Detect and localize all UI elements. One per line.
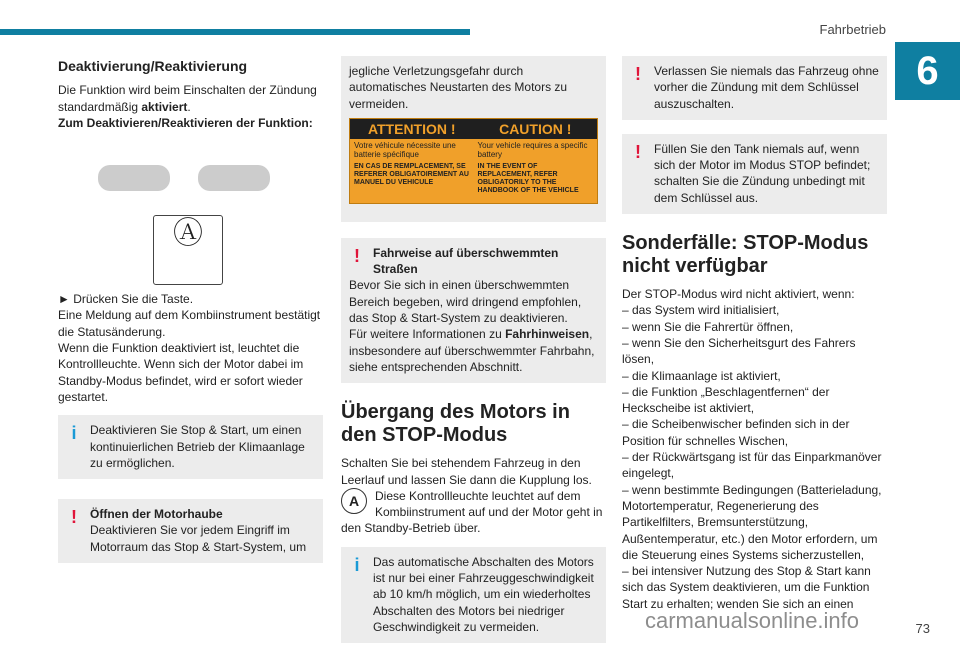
list-item: – der Rückwärtsgang ist für das Einparkmanöver eingelegt, <box>622 450 882 481</box>
stop-mode-indicator-icon: A <box>341 488 367 514</box>
info-icon: i <box>354 554 360 575</box>
info-box: i Deaktivieren Sie Stop & Start, um einen kontinuierlichen Betrieb der Klimaanlage zu ermöglichen. <box>58 415 323 479</box>
heading-stop-mode: Übergang des Motors in den STOP-Modus <box>341 401 570 447</box>
warning-box: ! Füllen Sie den Tank niemals auf, wenn sich der Motor im Modus STOP befindet; schalten Sie die Zündung unbedingt mit dem Schlüssel aus. <box>622 134 887 214</box>
list-item: – das System wird initialisiert, <box>622 303 780 318</box>
list-item: – bei intensiver Nutzung des Stop & Start kann sich das System deaktivieren, um die Funktion Start zu erhalten; wenden Sie sich an einen <box>622 564 871 611</box>
continued-warning: jegliche Verletzungsgefahr durch automatisches Neustarten des Motors zu vermeiden. ATTENTION ! Votre véhicule nécessite une batterie spécifique EN CAS DE REMPLACEMENT, SE REFERER OBLIGATOIREMENT AU MANUEL DU VEHICULE CAUTION ! Your vehicle requires a specific battery IN THE EVENT OF REPLACEMENT, REFER OBLIGATORILY TO THE HANDBOOK OF THE VEHICLE <box>341 56 606 222</box>
paragraph: Der STOP-Modus wird nicht aktiviert, wenn: <box>622 287 855 302</box>
header-bar <box>0 29 470 35</box>
stop-start-off-icon: Ⓐ <box>173 217 203 251</box>
chapter-number: 6 <box>895 42 960 100</box>
column-1 <box>58 52 323 573</box>
paragraph: Die Funktion wird beim Einschalten der Zündung standardmäßig aktiviert. <box>58 83 317 114</box>
list-item: – die Scheibenwischer befinden sich in der Position für schnelles Wischen, <box>622 417 850 448</box>
flooded-roads-warning: ! Fahrweise auf überschwemmten Straßen Bevor Sie sich in einen überschwemmten Bereich begeben, wird dringend empfohlen, das Stop & Start-System zu deaktivieren. Für weitere Informationen zu Fahrhinweisen, insbesondere auf überschwemmter Fahrbahn, siehe entsprechenden Abschnitt. <box>341 238 606 383</box>
list-item: – wenn Sie den Sicherheitsgurt des Fahrers lösen, <box>622 335 856 367</box>
list-item: – wenn Sie die Fahrertür öffnen, <box>622 319 794 334</box>
info-icon: i <box>71 423 77 444</box>
steering-wheel-illustration <box>58 131 323 291</box>
warning-box: ! Öffnen der Motorhaube Deaktivieren Sie vor jedem Eingriff im Motorraum das Stop & Start-System, um <box>58 499 323 563</box>
paragraph: Wenn die Funktion deaktiviert ist, leuchtet die Kontrollleuchte. Wenn sich der Motor dabei im Standby-Modus befindet, wird er sofort wieder gestartet. <box>58 341 304 404</box>
column-2 <box>341 52 606 653</box>
instruction-heading: Zum Deaktivieren/Reaktivieren der Funktion: <box>58 115 313 130</box>
list-item: – die Funktion „Beschlagentfernen“ der Heckscheibe ist aktiviert, <box>622 384 830 416</box>
battery-label: ATTENTION ! Votre véhicule nécessite une batterie spécifique EN CAS DE REMPLACEMENT, SE REFERER OBLIGATOIREMENT AU MANUEL DU VEHICULE CAUTION ! Your vehicle requires a specific battery IN THE EVENT OF REPLACEMENT, REFER OBLIGATORILY TO THE HANDBOOK OF THE VEHICLE <box>349 118 598 204</box>
stalk-left-icon <box>98 165 170 191</box>
page-number: 73 <box>915 621 930 636</box>
warning-icon: ! <box>635 64 641 84</box>
warning-icon: ! <box>635 141 641 162</box>
paragraph: Diese Kontrollleuchte leuchtet auf dem Kombiinstrument auf und der Motor geht in den Standby-Betrieb über. <box>341 488 603 536</box>
section-title: Fahrbetrieb <box>819 22 886 37</box>
paragraph: Eine Meldung auf dem Kombiinstrument bestätigt die Statusänderung. <box>58 308 321 339</box>
paragraph: Schalten Sie bei stehendem Fahrzeug in den Leerlauf und lassen Sie dann die Kupplung los. <box>341 456 592 487</box>
list-item: – wenn bestimmte Bedingungen (Batterieladung, Motortemperatur, Regenerierung des Partikelfilters, Bremsunterstützung, Außentemperatur, etc.) den Motor erfordern, um die Steuerung eines Systems sicherzustellen, <box>622 482 882 562</box>
warning-icon: ! <box>354 245 360 266</box>
heading-deactivation: Deaktivierung/Reaktivierung <box>58 58 248 74</box>
heading-special-cases: Sonderfälle: STOP-Modus nicht verfügbar <box>622 232 869 278</box>
condition-list <box>622 302 887 612</box>
info-box: i Das automatische Abschalten des Motors ist nur bei einer Fahrzeuggeschwindigkeit ab 10 km/h möglich, um ein wiederholtes Abschalten des Motors bei niedriger Geschwindigkeit zu vermeiden. <box>341 547 606 643</box>
stop-start-button <box>153 215 223 285</box>
list-item: – die Klimaanlage ist aktiviert, <box>622 368 781 383</box>
watermark: carmanualsonline.info <box>645 608 860 633</box>
warning-icon: ! <box>71 507 77 528</box>
warning-box: ! Verlassen Sie niemals das Fahrzeug ohne vorher die Zündung mit dem Schlüssel auszuschalten. <box>622 56 887 120</box>
step: ► Drücken Sie die Taste. <box>58 292 194 307</box>
stalk-right-icon <box>198 165 270 191</box>
column-3 <box>622 52 887 612</box>
